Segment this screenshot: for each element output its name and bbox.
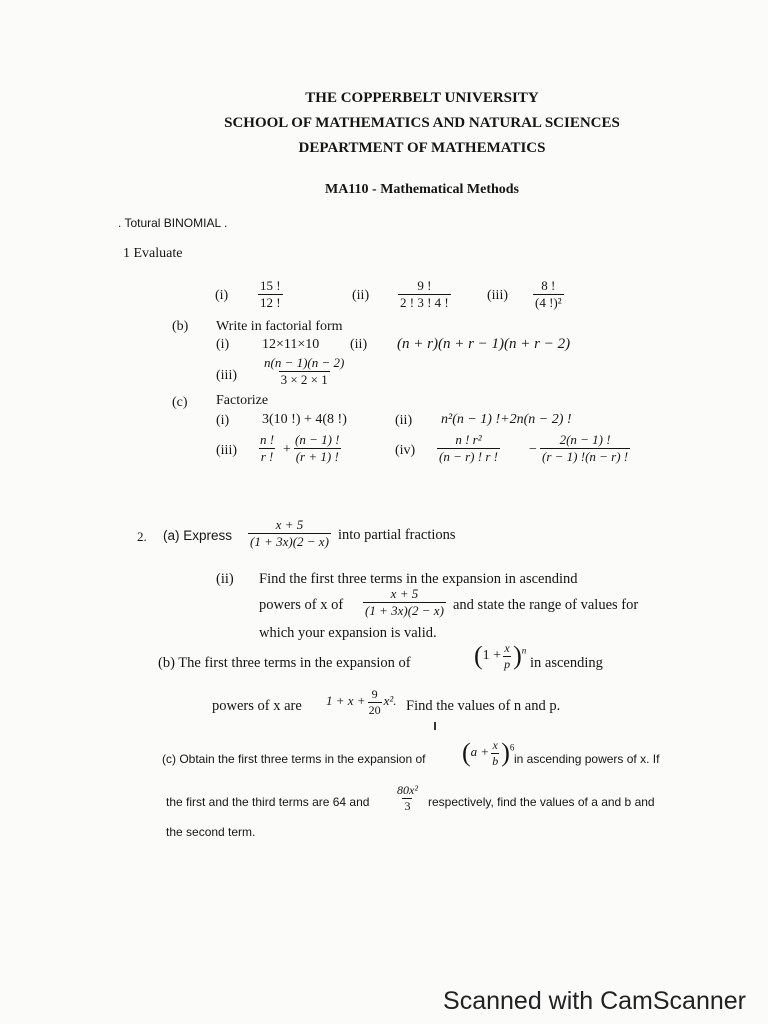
q1c-ii-expression: n²(n − 1) !+2n(n − 2) ! — [441, 412, 572, 427]
q2-ii-line-2-end: and state the range of values for — [453, 597, 639, 613]
tutorial-title: . Totural BINOMIAL . — [118, 216, 228, 230]
nine-over-twenty — [368, 688, 382, 716]
x-over-b — [491, 739, 499, 767]
denominator: b — [492, 753, 499, 768]
q2-ii-line-2-start: powers of x of — [259, 597, 344, 613]
q1c-iii-fraction-1 — [258, 433, 276, 463]
stray-mark — [434, 722, 436, 730]
right-paren: ) — [513, 641, 522, 670]
denominator: (n − r) ! r ! — [439, 448, 498, 464]
q1b-label: (b) — [172, 319, 189, 334]
left-paren: ( — [462, 738, 471, 767]
exponent: n — [521, 645, 527, 656]
numerator: 15 ! — [260, 278, 281, 293]
series-end: x². — [383, 693, 397, 709]
q1b-i-expression: 12×11×10 — [262, 337, 320, 352]
q1b-ii-expression: (n + r)(n + r − 1)(n + r − 2) — [397, 336, 571, 352]
q1c-iv-operator: − — [529, 442, 537, 457]
q1c-iii-label: (iii) — [216, 443, 237, 458]
denominator: (4 !)² — [535, 294, 562, 310]
q1a-i-label: (i) — [215, 288, 229, 303]
q1a-i-fraction — [258, 279, 283, 309]
denominator: (1 + 3x)(2 − x) — [365, 602, 444, 618]
numerator: n(n − 1)(n − 2) — [264, 355, 345, 370]
q1b-i-label: (i) — [216, 337, 230, 352]
q2c-line-2-start: the first and the third terms are 64 and — [166, 795, 370, 809]
q1c-i-expression: 3(10 !) + 4(8 !) — [262, 412, 347, 427]
q2b-series — [326, 688, 397, 716]
department-title: DEPARTMENT OF MATHEMATICS — [298, 140, 546, 156]
q2b-line-1-start: (b) The first three terms in the expansion of — [158, 655, 411, 671]
q1b-title: Write in factorial form — [216, 319, 343, 334]
q2-ii-line-3: which your expansion is valid. — [259, 625, 437, 641]
university-title: THE COPPERBELT UNIVERSITY — [305, 90, 539, 106]
q2c-expression — [462, 738, 514, 768]
numerator: 9 ! — [417, 278, 432, 293]
q2-ii-fraction — [363, 587, 446, 617]
q1a-iii-label: (iii) — [487, 288, 508, 303]
q2a-fraction — [248, 518, 331, 548]
series-start: 1 + x + — [326, 693, 366, 709]
q1a-ii-fraction — [398, 279, 451, 309]
q2c-line-3: the second term. — [166, 825, 256, 839]
q1c-i-label: (i) — [216, 413, 230, 428]
q2b-expression — [474, 641, 526, 671]
q1c-iv-label: (iv) — [395, 443, 416, 458]
q2-ii-label: (ii) — [216, 571, 234, 587]
q1c-title: Factorize — [216, 393, 269, 408]
scanner-watermark: Scanned with CamScanner — [443, 987, 746, 1015]
q1c-label: (c) — [172, 395, 188, 410]
q2b-line-2-end: Find the values of n and p. — [406, 698, 561, 714]
q2b-line-2-start: powers of x are — [212, 698, 302, 714]
q1b-iii-label: (iii) — [216, 368, 237, 383]
denominator: (r − 1) !(n − r) ! — [542, 448, 629, 464]
school-title: SCHOOL OF MATHEMATICS AND NATURAL SCIENCES — [224, 115, 620, 131]
q1b-ii-label: (ii) — [350, 337, 368, 352]
q2a-text-end: into partial fractions — [338, 527, 456, 543]
q1c-ii-label: (ii) — [395, 413, 413, 428]
numerator: 9 — [371, 687, 378, 701]
q2b-line-1-end: in ascending — [530, 655, 603, 671]
q1a-iii-fraction — [533, 279, 564, 309]
denominator: (r + 1) ! — [295, 448, 339, 464]
numerator: x — [504, 640, 510, 655]
numerator: 80x² — [397, 783, 418, 797]
numerator: n ! — [260, 432, 275, 447]
denominator: (1 + 3x)(2 − x) — [250, 533, 329, 549]
numerator: 2(n − 1) ! — [559, 432, 611, 447]
numerator: (n − 1) ! — [295, 432, 340, 447]
q2c-line-1-start: (c) Obtain the first three terms in the expansion of — [162, 752, 426, 766]
numerator: 8 ! — [541, 278, 556, 293]
denominator: 12 ! — [260, 294, 281, 310]
right-paren: ) — [501, 738, 510, 767]
x-over-p — [503, 642, 511, 670]
q2-ii-line-1: Find the first three terms in the expansion in ascendind — [259, 571, 578, 587]
denominator: 20 — [368, 702, 381, 717]
q1c-iii-fraction-2 — [293, 433, 342, 463]
q1a-ii-label: (ii) — [352, 288, 370, 303]
denominator: 2 ! 3 ! 4 ! — [400, 294, 449, 310]
course-title: MA110 - Mathematical Methods — [324, 182, 520, 197]
denominator: p — [504, 656, 511, 671]
denominator: 3 — [404, 798, 411, 813]
one-plus: 1 + — [482, 648, 502, 664]
q1c-iii-operator: + — [283, 442, 291, 457]
denominator: r ! — [260, 448, 274, 464]
a-plus: a + — [470, 743, 490, 759]
q2c-line-1-end: in ascending powers of x. If — [514, 752, 660, 766]
numerator: n ! r² — [455, 432, 482, 447]
question-2-number: 2. — [137, 529, 147, 544]
exponent: 6 — [509, 742, 515, 753]
q2a-text-start: (a) Express — [163, 528, 233, 543]
q2c-line-2-end: respectively, find the values of a and b and — [428, 795, 655, 809]
q1c-iv-fraction-1 — [437, 433, 500, 463]
question-1-title: 1 Evaluate — [123, 246, 183, 261]
denominator: 3 × 2 × 1 — [280, 371, 328, 387]
q2c-fraction — [395, 784, 420, 812]
numerator: x — [492, 737, 498, 752]
left-paren: ( — [474, 641, 483, 670]
q1c-iv-fraction-2 — [540, 433, 630, 463]
numerator: x + 5 — [275, 517, 304, 532]
q1b-iii-fraction — [262, 356, 346, 386]
numerator: x + 5 — [390, 586, 419, 601]
